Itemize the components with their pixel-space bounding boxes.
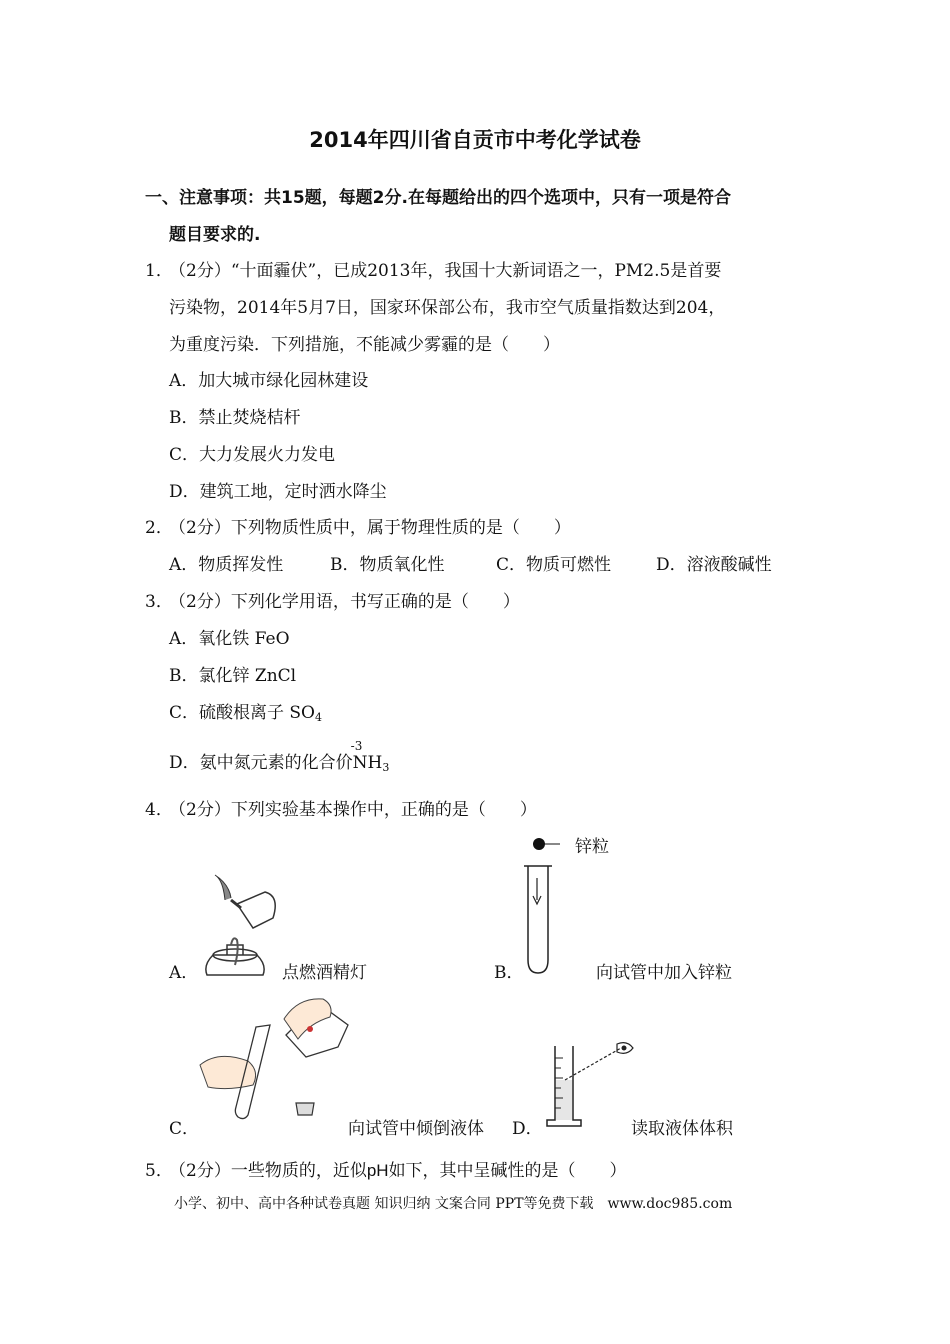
- q4-number: 4．: [145, 800, 173, 820]
- q4-option-b-letter: B．: [494, 963, 524, 983]
- q3-option-d-text: D．氨中氮元素的化合价: [169, 753, 353, 773]
- nitrogen-symbol: N: [352, 753, 368, 773]
- q3-option-b: B．氯化锌 ZnCl: [169, 666, 297, 686]
- q3-option-d: [169, 739, 390, 774]
- q3-option-c-subscript: 4: [315, 711, 322, 724]
- q5-number: 5．: [145, 1161, 173, 1181]
- q4-option-a-caption: 点燃酒精灯: [282, 963, 367, 983]
- zinc-label: 锌粒: [575, 837, 609, 857]
- graduated-cylinder-image: [545, 1040, 640, 1130]
- hydrogen-subscript: 3: [382, 761, 390, 774]
- q1-stem-line1: （2分）“十面霾伏”，已成2013年，我国十大新词语之一，PM2.5是首要: [169, 261, 722, 281]
- q2-option-a: A．物质挥发性: [169, 555, 284, 575]
- q2-option-c: C．物质可燃性: [496, 555, 612, 575]
- q2-option-b: B．物质氧化性: [330, 555, 445, 575]
- q2-stem: （2分）下列物质性质中，属于物理性质的是（ ）: [169, 518, 571, 538]
- q4-option-d-caption: 读取液体体积: [631, 1119, 733, 1139]
- q3-option-c: [169, 698, 322, 724]
- q1-number: 1．: [145, 261, 173, 281]
- q4-option-a-letter: A．: [169, 963, 199, 983]
- valence-formula: [350, 739, 368, 773]
- section-heading-line1: 一、注意事项：共15题，每题2分.在每题给出的四个选项中，只有一项是符合: [145, 188, 731, 208]
- q4-option-c-letter: C．: [169, 1119, 200, 1139]
- q3-option-a: A．氧化铁 FeO: [169, 629, 290, 649]
- q2-number: 2．: [145, 518, 173, 538]
- q1-option-b: B．禁止焚烧桔杆: [169, 408, 301, 428]
- q4-stem: （2分）下列实验基本操作中，正确的是（ ）: [169, 800, 537, 820]
- page-footer: 小学、初中、高中各种试卷真题 知识归纳 文案合同 PPT等免费下载 www.doc985.com: [174, 1196, 733, 1212]
- q5-stem: [169, 1156, 627, 1181]
- q1-option-c: C．大力发展火力发电: [169, 445, 336, 465]
- q4-option-c-caption: 向试管中倾倒液体: [348, 1119, 484, 1139]
- q3-number: 3．: [145, 592, 173, 612]
- q4-option-d-letter: D．: [512, 1119, 543, 1139]
- section-heading-line2: 题目要求的.: [169, 225, 261, 245]
- hydrogen-symbol: H: [367, 753, 383, 773]
- q5-stem-pre: （2分）一些物质的，近似: [169, 1161, 367, 1181]
- q1-option-a: A．加大城市绿化园林建设: [169, 371, 369, 391]
- valence-value: -3: [350, 739, 363, 753]
- page-title: 2014年四川省自贡市中考化学试卷: [309, 128, 641, 152]
- q5-stem-post: 如下，其中呈碱性的是（ ）: [388, 1161, 627, 1181]
- q1-stem-line2: 污染物，2014年5月7日，国家环保部公布，我市空气质量指数达到204，: [169, 298, 726, 318]
- q1-option-d: D．建筑工地，定时洒水降尘: [169, 482, 387, 502]
- pouring-liquid-image: [198, 995, 350, 1123]
- q2-option-d: D．溶液酸碱性: [656, 555, 772, 575]
- q3-stem: （2分）下列化学用语，书写正确的是（ ）: [169, 592, 520, 612]
- q4-option-b-caption: 向试管中加入锌粒: [596, 963, 732, 983]
- alcohol-lamp-image: [195, 870, 285, 975]
- q1-stem-line3: 为重度污染．下列措施，不能减少雾霾的是（ ）: [169, 335, 560, 355]
- zinc-pellet-icon: [533, 838, 545, 850]
- q5-stem-ph: pH: [366, 1161, 389, 1180]
- q3-option-c-text: C．硫酸根离子 SO: [169, 703, 315, 723]
